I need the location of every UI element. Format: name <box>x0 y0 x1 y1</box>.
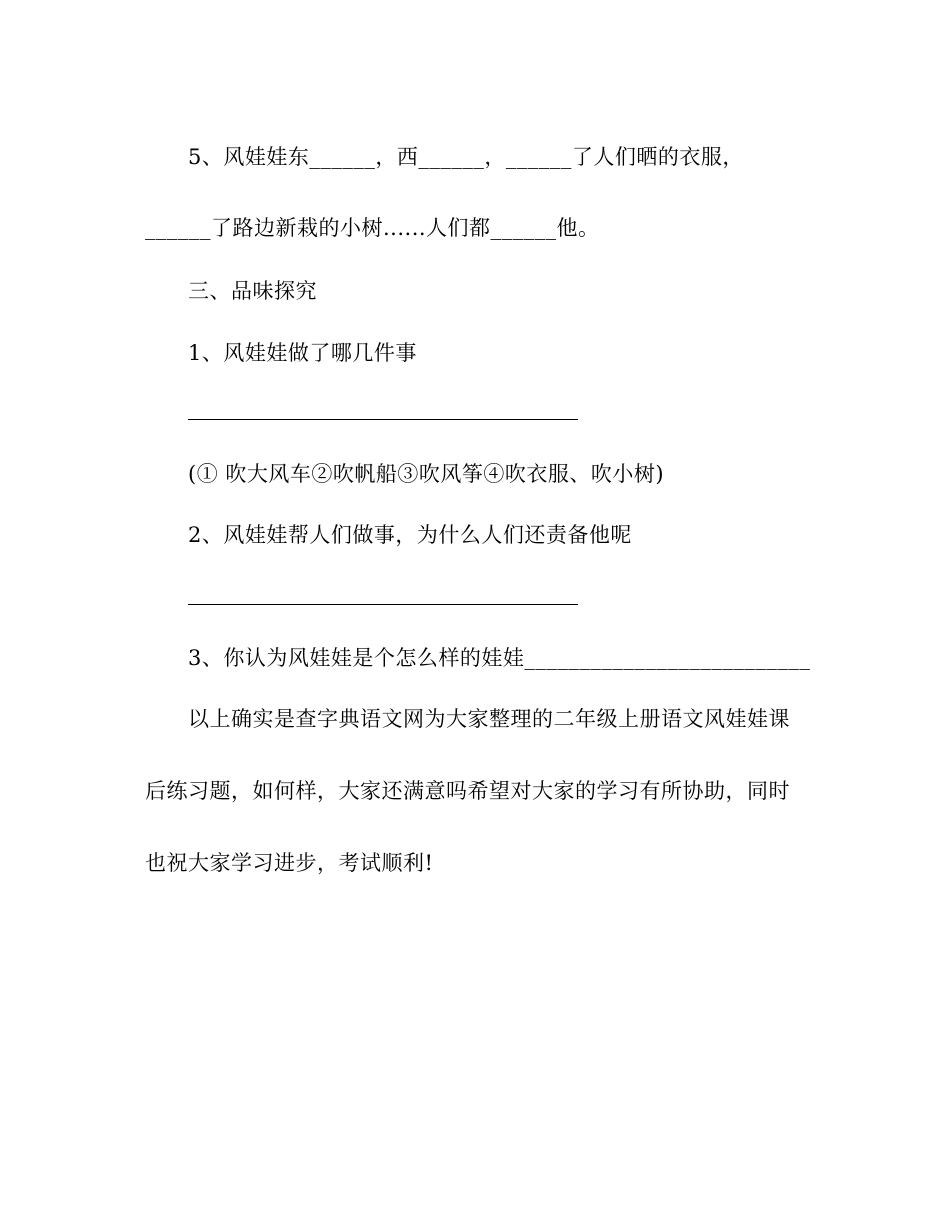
closing-paragraph-line-1: 以上确实是查字典语文网为大家整理的二年级上册语文风娃娃课 <box>188 707 790 731</box>
section-title: 三、品味探究 <box>188 279 317 303</box>
answer-line-2 <box>188 604 578 605</box>
question-5-line-1: 5、风娃娃东______，西______，______了人们晒的衣服， <box>188 145 744 169</box>
closing-paragraph-line-2: 后练习题，如何样，大家还满意吗希望对大家的学习有所协助，同时 <box>145 779 790 803</box>
question-1: 1、风娃娃做了哪几件事 <box>188 341 417 365</box>
question-5-line-2: ______了路边新栽的小树......人们都______他。 <box>145 216 600 240</box>
closing-paragraph-line-3: 也祝大家学习进步，考试顺利! <box>145 851 434 875</box>
answer-line-1 <box>188 419 578 420</box>
question-1-answer: (① 吹大风车②吹帆船③吹风筝④吹衣服、吹小树) <box>188 462 665 486</box>
question-2: 2、风娃娃帮人们做事，为什么人们还责备他呢 <box>188 523 632 547</box>
question-3: 3、你认为风娃娃是个怎么样的娃娃__________________________ <box>188 646 811 670</box>
